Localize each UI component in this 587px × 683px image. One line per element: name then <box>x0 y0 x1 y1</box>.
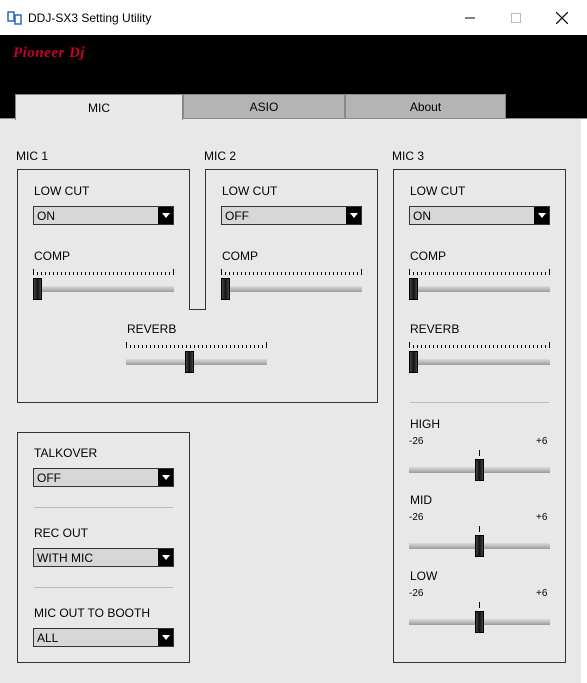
chevron-down-icon <box>158 629 173 646</box>
mid-min-label: -26 <box>409 512 424 523</box>
chevron-down-icon <box>534 207 549 224</box>
mic12-reverb-slider[interactable] <box>126 342 267 372</box>
slider-track <box>221 286 362 292</box>
slider-ticks <box>409 269 550 275</box>
booth-select[interactable]: ALL <box>33 628 174 647</box>
center-tick <box>409 526 550 532</box>
maximize-icon <box>511 13 521 23</box>
chevron-down-icon <box>158 207 173 224</box>
mid-max-label: +6 <box>536 512 548 523</box>
mic3-comp-slider[interactable] <box>409 269 550 299</box>
slider-thumb[interactable] <box>475 459 484 481</box>
divider <box>410 402 549 403</box>
slider-thumb[interactable] <box>221 278 230 300</box>
mic2-title: MIC 2 <box>204 149 237 163</box>
center-tick <box>409 450 550 456</box>
mic12-reverb-label: REVERB <box>127 322 177 336</box>
high-max-label: +6 <box>536 436 548 447</box>
mic3-low-label: LOW <box>410 569 438 583</box>
close-button[interactable] <box>539 6 585 30</box>
mic3-mid-slider[interactable] <box>409 526 550 556</box>
slider-track <box>409 359 550 365</box>
maximize-button[interactable] <box>493 6 539 30</box>
divider <box>34 587 173 588</box>
low-min-label: -26 <box>409 588 424 599</box>
mic3-low-cut-label: LOW CUT <box>410 184 466 198</box>
minimize-icon <box>465 13 475 23</box>
mic3-reverb-slider[interactable] <box>409 342 550 372</box>
low-max-label: +6 <box>536 588 548 599</box>
close-icon <box>556 12 568 24</box>
slider-thumb[interactable] <box>475 611 484 633</box>
high-min-label: -26 <box>409 436 424 447</box>
slider-track <box>33 286 174 292</box>
chevron-down-icon <box>346 207 361 224</box>
slider-thumb[interactable] <box>475 535 484 557</box>
mic3-comp-label: COMP <box>410 249 446 263</box>
center-tick <box>409 602 550 608</box>
tab-about[interactable]: About <box>345 94 506 118</box>
mic1-low-cut-select[interactable]: ON <box>33 206 174 225</box>
mic1-low-cut-label: LOW CUT <box>34 184 90 198</box>
mic3-high-label: HIGH <box>410 417 440 431</box>
mic3-title: MIC 3 <box>392 149 425 163</box>
mic2-low-cut-select[interactable]: OFF <box>221 206 362 225</box>
slider-ticks <box>221 269 362 275</box>
slider-track <box>126 359 267 365</box>
booth-label: MIC OUT TO BOOTH <box>34 606 151 620</box>
mic3-low-slider[interactable] <box>409 602 550 632</box>
talkover-select[interactable]: OFF <box>33 468 174 487</box>
window-title: DDJ-SX3 Setting Utility <box>28 11 152 25</box>
slider-thumb[interactable] <box>409 351 418 373</box>
mic2-low-cut-label: LOW CUT <box>222 184 278 198</box>
minimize-button[interactable] <box>447 6 493 30</box>
slider-thumb[interactable] <box>409 278 418 300</box>
rec-out-label: REC OUT <box>34 526 88 540</box>
mic3-low-cut-select[interactable]: ON <box>409 206 550 225</box>
slider-thumb[interactable] <box>33 278 42 300</box>
slider-ticks <box>409 342 550 348</box>
talkover-label: TALKOVER <box>34 446 98 460</box>
divider <box>34 507 173 508</box>
pioneer-logo: Pioneer Dj <box>13 45 86 61</box>
slider-thumb[interactable] <box>185 351 194 373</box>
mic3-reverb-label: REVERB <box>410 322 460 336</box>
mic1-comp-label: COMP <box>34 249 70 263</box>
rec-out-select[interactable]: WITH MIC <box>33 548 174 567</box>
tab-asio[interactable]: ASIO <box>183 94 345 118</box>
mic2-comp-label: COMP <box>222 249 258 263</box>
tab-mic[interactable]: MIC <box>15 94 183 120</box>
mic3-mid-label: MID <box>410 493 432 507</box>
window-edge <box>581 119 587 683</box>
slider-track <box>409 286 550 292</box>
slider-ticks <box>33 269 174 275</box>
chevron-down-icon <box>158 549 173 566</box>
mic1-title: MIC 1 <box>16 149 49 163</box>
slider-ticks <box>126 342 267 348</box>
mic2-comp-slider[interactable] <box>221 269 362 299</box>
mic3-high-slider[interactable] <box>409 450 550 480</box>
mic1-comp-slider[interactable] <box>33 269 174 299</box>
chevron-down-icon <box>158 469 173 486</box>
